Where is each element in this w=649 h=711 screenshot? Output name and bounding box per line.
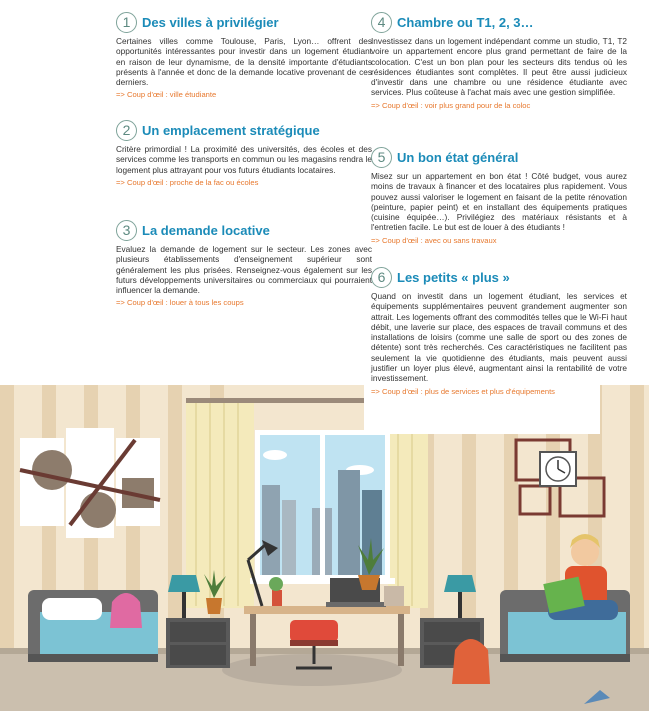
section-body: Critère primordial ! La proximité des universités, des écoles et des services comme les transports en commun ou les magasins rendra le logement plus attrayant pour vos futurs étudiants locataires.: [116, 144, 372, 175]
nightstand-left: [166, 570, 230, 668]
section-title: Un emplacement stratégique: [142, 122, 320, 138]
section-number: 3: [116, 220, 137, 241]
section-number: 5: [371, 147, 392, 168]
section-6: [371, 266, 627, 396]
section-title: Chambre ou T1, 2, 3…: [397, 14, 534, 30]
section-title: La demande locative: [142, 222, 270, 238]
section-body: Certaines villes comme Toulouse, Paris, Lyon… offrent des opportunités intéressantes pour investir dans un logement étudiant en raison de leur dynamisme, de la densité importante d'étudiants présents à l'année et donc de la demande locative provenant de ces derniers.: [116, 36, 372, 88]
wall-art: [20, 428, 160, 538]
section-2: [116, 119, 372, 187]
section-tip: => Coup d'œil : proche de la fac ou écoles: [116, 177, 259, 187]
section-number: 1: [116, 12, 137, 33]
bed-left: [28, 590, 158, 662]
section-tip: => Coup d'œil : louer à tous les coups: [116, 298, 244, 308]
section-tip: => Coup d'œil : ville étudiante: [116, 90, 217, 100]
section-4: [371, 11, 627, 110]
section-tip: => Coup d'œil : avec ou sans travaux: [371, 235, 497, 245]
section-title: Un bon état général: [397, 149, 519, 165]
section-title: Des villes à privilégier: [142, 14, 279, 30]
section-body: Evaluez la demande de logement sur le secteur. Les zones avec plusieurs établissements d'enseignement supérieur sont généralement les plus prisées. Renseignez-vous également sur les futurs développements universitaires ou commerciaux qui pourraient influencer la demande.: [116, 244, 372, 296]
section-title: Les petits « plus »: [397, 269, 510, 285]
section-tip: => Coup d'œil : voir plus grand pour de la coloc: [371, 100, 531, 110]
section-body: Quand on investit dans un logement étudiant, les services et équipements supplémentaires peuvent grandement augmenter son attrait. Les logements offrant des commodités telles que le Wi-Fi haut débit, une laverie sur place, des espaces de travail communs et des installations de loisirs (comme une salle de sport ou des zones de détente) sont très recherchés. Ces caractéristiques ne facilitent pas seulement la vie quotidienne des étudiants, mais peuvent aussi justifier un loyer plus élevé, augmentant ainsi la rentabilité de votre investissement.: [371, 291, 627, 384]
section-5: [371, 146, 627, 245]
section-body: Misez sur un appartement en bon état ! Côté budget, vous aurez moins de travaux à financer et des locataires plus rapidement. Vous pouvez aussi valoriser le logement en faisant de la petite rénovation (peinture, papier peint) et en installant des équipements pratiques (cuisine équipée…). Privilégiez des matériaux résistants et à l'entretien facile. Le but est de louer à des étudiants !: [371, 171, 627, 233]
section-number: 6: [371, 267, 392, 288]
section-tip: => Coup d'œil : plus de services et plus d'équipements: [371, 386, 555, 396]
section-number: 2: [116, 120, 137, 141]
section-3: [116, 219, 372, 307]
section-number: 4: [371, 12, 392, 33]
section-1: [116, 11, 372, 99]
section-body: Investissez dans un logement indépendant comme un studio, T1, T2 voire un appartement encore plus grand permettant de faire de la colocation. C'est un bon plan pour les secteurs dits tendus où les résidences étudiantes sont complètes. Il peut être aussi judicieux d'investir dans une chambre ou une résidence étudiante avec services. Plus coûteuse à l'achat mais avec une gestion simplifiée.: [371, 36, 627, 98]
